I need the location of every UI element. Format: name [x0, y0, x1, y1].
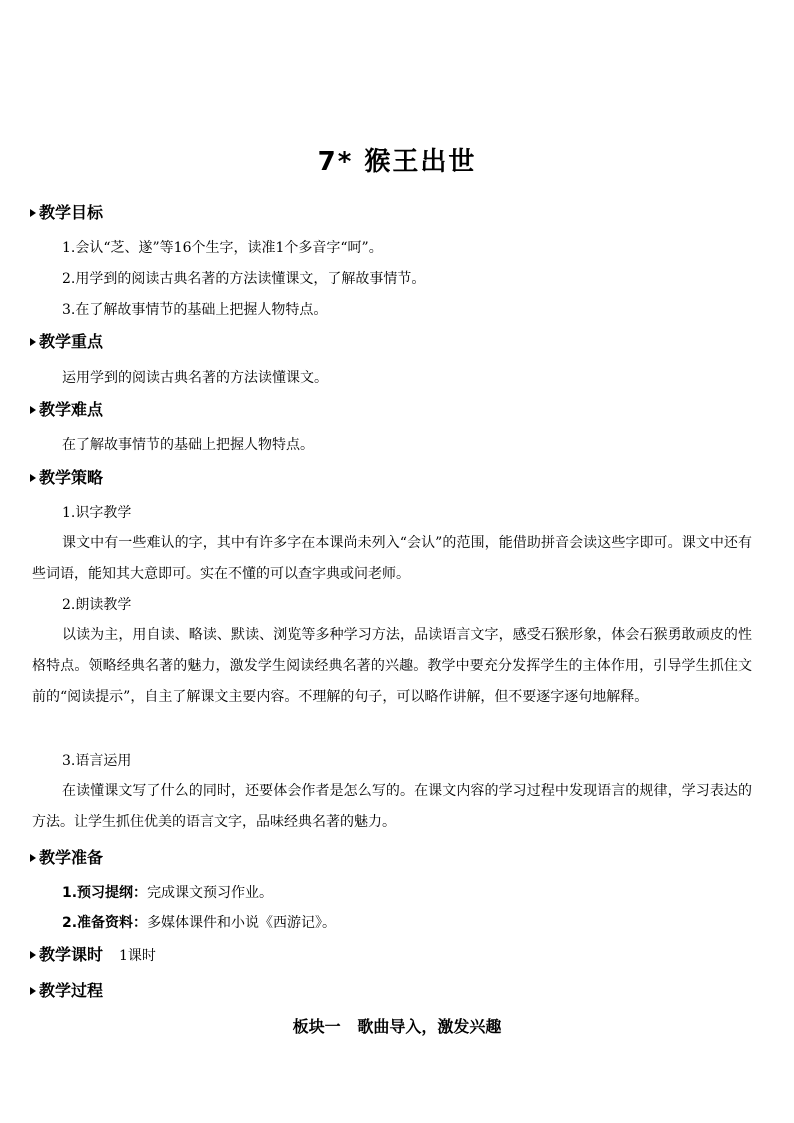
strategy-paragraph-3: 在读懂课文写了什么的同时，还要体会作者是怎么写的。在课文内容的学习过程中发现语言的规律，学习表达的方法。让学生抓住优美的语言文字，品味经典名著的魅力。: [32, 783, 752, 830]
heading-key-points-label: 教学重点: [39, 332, 104, 351]
heading-process-label: 教学过程: [39, 981, 104, 1000]
heading-hours-label: 教学课时: [39, 945, 104, 964]
preparation-item-2: [62, 911, 336, 935]
heading-objectives: [30, 201, 103, 225]
heading-strategy-label: 教学策略: [39, 468, 104, 487]
preparation-item-1-text: 完成课文预习作业。: [147, 885, 274, 901]
triangle-bullet-icon: [30, 209, 36, 217]
strategy-paragraph-1: 课文中有一些难认的字，其中有许多字在本课尚未列入“会认”的范围，能借助拼音会读这些字即可。课文中还有些词语，能知其大意即可。实在不懂的可以查字典或问老师。: [32, 535, 752, 582]
heading-difficulties-label: 教学难点: [39, 400, 104, 419]
lesson-title: 7* 猴王出世: [317, 147, 477, 177]
triangle-bullet-icon: [30, 406, 36, 414]
heading-difficulties: [30, 398, 103, 422]
preparation-item-2-text: 多媒体课件和小说《西游记》。: [147, 915, 337, 931]
triangle-bullet-icon: [30, 338, 36, 346]
objective-item-2: 2.用学到的阅读古典名著的方法读懂课文，了解故事情节。: [62, 271, 426, 287]
difficulties-text: 在了解故事情节的基础上把握人物特点。: [62, 437, 314, 453]
key-points-text: 运用学到的阅读古典名著的方法读懂课文。: [62, 370, 328, 386]
heading-preparation-label: 教学准备: [39, 848, 104, 867]
heading-hours: [30, 943, 156, 968]
heading-preparation: [30, 846, 103, 870]
hours-value: 1课时: [119, 948, 156, 964]
triangle-bullet-icon: [30, 854, 36, 862]
triangle-bullet-icon: [30, 987, 36, 995]
objective-item-3: 3.在了解故事情节的基础上把握人物特点。: [62, 302, 328, 318]
preparation-item-2-label: 2.准备资料：: [62, 915, 148, 931]
heading-strategy: [30, 466, 103, 490]
strategy-subheading-1: 1.识字教学: [62, 505, 132, 521]
strategy-subheading-2: 2.朗读教学: [62, 597, 132, 613]
process-section-1-title: 板块一 歌曲导入，激发兴趣: [292, 1017, 502, 1036]
heading-process: [30, 979, 103, 1003]
strategy-paragraph-2: 以读为主，用自读、略读、默读、浏览等多种学习方法，品读语言文字，感受石猴形象，体会石猴勇敢顽皮的性格特点。领略经典名著的魅力，激发学生阅读经典名著的兴趣。教学中要充分发挥学生的主体作用，引导学生抓住文前的“阅读提示”，自主了解课文主要内容。不理解的句子，可以略作讲解，但不要逐字逐句地解释。: [32, 627, 752, 705]
strategy-subheading-3: 3.语言运用: [62, 753, 132, 769]
heading-key-points: [30, 330, 103, 354]
triangle-bullet-icon: [30, 951, 36, 959]
triangle-bullet-icon: [30, 474, 36, 482]
preparation-item-1-label: 1.预习提纲：: [62, 885, 148, 901]
objective-item-1: 1.会认“芝、遂”等16个生字，读准1个多音字“呵”。: [62, 240, 383, 256]
heading-objectives-label: 教学目标: [39, 203, 104, 222]
preparation-item-1: [62, 881, 273, 905]
